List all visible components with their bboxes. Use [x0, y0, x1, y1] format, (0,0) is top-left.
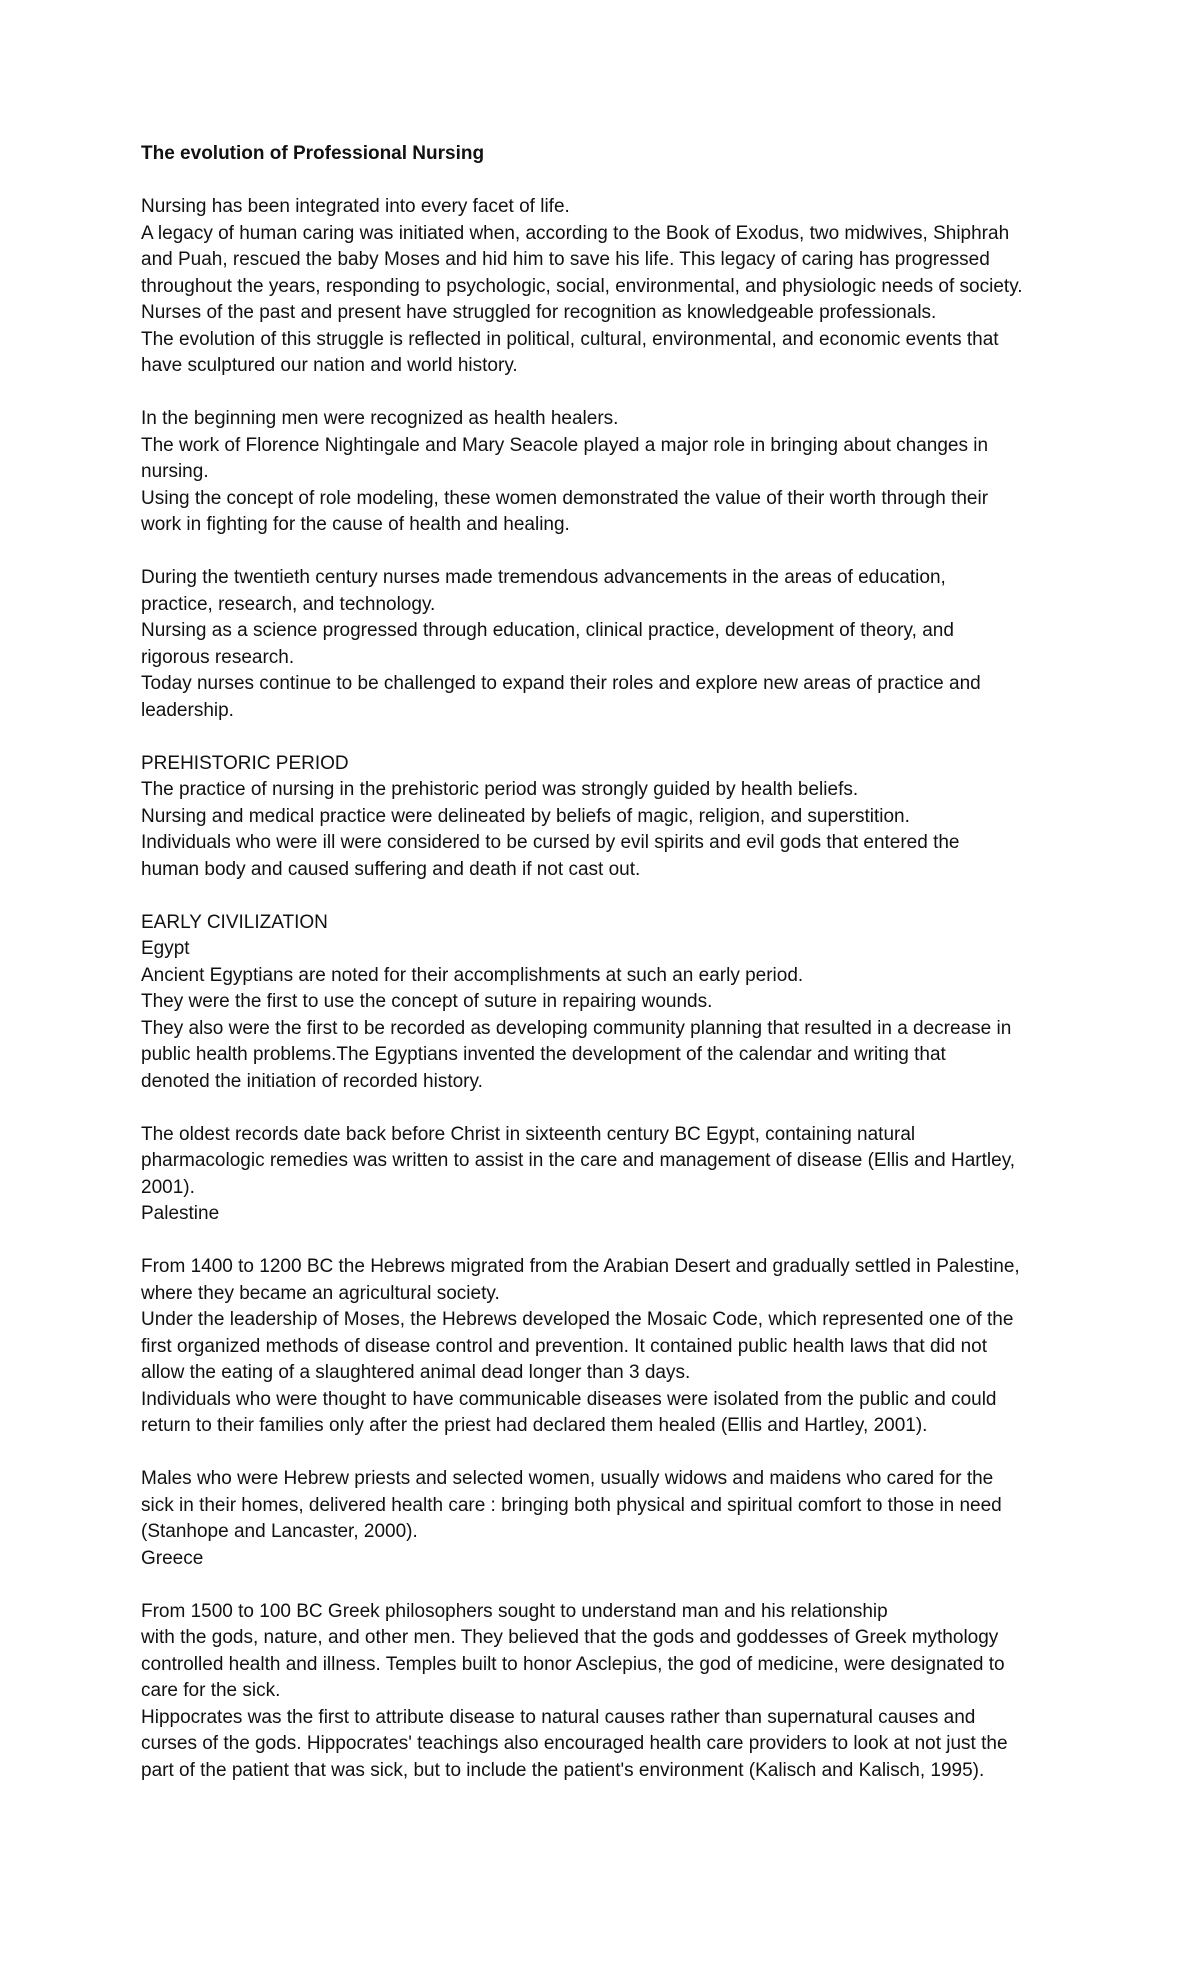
text-line: care for the sick.	[141, 1680, 281, 1701]
paragraph-gap	[141, 724, 1071, 751]
text-block	[141, 751, 1071, 884]
text-line: allow the eating of a slaughtered animal dead longer than 3 days.	[141, 1362, 691, 1383]
text-line: return to their families only after the priest had declared them healed (Ellis and Hartley, 2001).	[141, 1415, 928, 1436]
text-line: have sculptured our nation and world history.	[141, 355, 518, 376]
text-line: (Stanhope and Lancaster, 2000).	[141, 1521, 418, 1542]
text-block	[141, 1599, 1071, 1785]
text-line: PREHISTORIC PERIOD	[141, 752, 349, 774]
text-line: In the beginning men were recognized as health healers.	[141, 408, 619, 429]
text-line: public health problems.The Egyptians invented the development of the calendar and writing that	[141, 1044, 946, 1065]
text-line: During the twentieth century nurses made tremendous advancements in the areas of education,	[141, 567, 946, 588]
text-line: Egypt	[141, 938, 190, 959]
text-line: They were the first to use the concept of suture in repairing wounds.	[141, 991, 713, 1012]
text-line: leadership.	[141, 699, 234, 721]
text-line: Greece	[141, 1547, 204, 1569]
paragraph-gap	[141, 1440, 1071, 1467]
paragraph-gap	[141, 1572, 1071, 1599]
text-line: sick in their homes, delivered health care : bringing both physical and spiritual comfort to those in need	[141, 1494, 1002, 1516]
text-line: and Puah, rescued the baby Moses and hid him to save his life. This legacy of caring has progressed	[141, 249, 990, 270]
text-line: Nursing and medical practice were delineated by beliefs of magic, religion, and superstition.	[141, 805, 910, 827]
text-line: throughout the years, responding to psychologic, social, environmental, and physiologic needs of society.	[141, 275, 1023, 297]
paragraph-gap	[141, 380, 1071, 407]
text-line: nursing.	[141, 461, 209, 482]
text-line: Hippocrates was the first to attribute disease to natural causes rather than supernatural causes and	[141, 1706, 976, 1728]
text-block	[141, 565, 1071, 724]
text-line: From 1500 to 100 BC Greek philosophers sought to understand man and his relationship	[141, 1600, 888, 1622]
text-block	[141, 406, 1071, 539]
text-line: human body and caused suffering and death if not cast out.	[141, 858, 641, 880]
text-line: 2001).	[141, 1176, 195, 1198]
document-title: The evolution of Professional Nursing	[141, 143, 485, 164]
text-line: denoted the initiation of recorded history.	[141, 1070, 483, 1092]
text-line: Nursing has been integrated into every facet of life.	[141, 196, 570, 217]
text-line: Using the concept of role modeling, these women demonstrated the value of their worth through their	[141, 487, 989, 509]
text-line: Nursing as a science progressed through education, clinical practice, development of theory, and	[141, 620, 954, 641]
text-line: controlled health and illness. Temples built to honor Asclepius, the god of medicine, were designated to	[141, 1653, 1005, 1675]
text-line: curses of the gods. Hippocrates' teachings also encouraged health care providers to look at not just the	[141, 1733, 1008, 1754]
text-line: where they became an agricultural society.	[141, 1282, 500, 1304]
paragraph-gap	[141, 1095, 1071, 1122]
text-line: Males who were Hebrew priests and selected women, usually widows and maidens who cared for the	[141, 1468, 994, 1489]
text-line: The work of Florence Nightingale and Mary Seacole played a major role in bringing about changes in	[141, 434, 989, 456]
text-line: practice, research, and technology.	[141, 593, 436, 615]
text-line: with the gods, nature, and other men. They believed that the gods and goddesses of Greek mythology	[141, 1627, 999, 1648]
text-line: Under the leadership of Moses, the Hebrews developed the Mosaic Code, which represented one of the	[141, 1309, 1014, 1330]
text-line: From 1400 to 1200 BC the Hebrews migrated from the Arabian Desert and gradually settled in Palestine,	[141, 1256, 1020, 1277]
paragraph-gap	[141, 883, 1071, 910]
text-line: The practice of nursing in the prehistoric period was strongly guided by health beliefs.	[141, 779, 859, 800]
document-page	[141, 140, 1071, 1784]
paragraph-gap	[141, 1228, 1071, 1255]
document-body	[141, 194, 1071, 1784]
text-line: work in fighting for the cause of health and healing.	[141, 514, 570, 535]
text-block	[141, 910, 1071, 1096]
text-line: Palestine	[141, 1203, 220, 1224]
text-line: first organized methods of disease control and prevention. It contained public health laws that did not	[141, 1335, 988, 1357]
text-block	[141, 194, 1071, 380]
text-line: The evolution of this struggle is reflected in political, cultural, environmental, and economic events that	[141, 328, 999, 350]
text-line: A legacy of human caring was initiated when, according to the Book of Exodus, two midwives, Shiphrah	[141, 222, 1010, 244]
text-block	[141, 1122, 1071, 1228]
text-line: Individuals who were ill were considered to be cursed by evil spirits and evil gods that entered the	[141, 832, 960, 853]
text-line: The oldest records date back before Christ in sixteenth century BC Egypt, containing natural	[141, 1123, 916, 1145]
text-line: pharmacologic remedies was written to assist in the care and management of disease (Ellis and Hartley,	[141, 1150, 1016, 1171]
text-line: Today nurses continue to be challenged to expand their roles and explore new areas of practice and	[141, 673, 981, 694]
text-line: Nurses of the past and present have struggled for recognition as knowledgeable professionals.	[141, 302, 937, 323]
text-block	[141, 1466, 1071, 1572]
text-line: rigorous research.	[141, 646, 295, 668]
text-line: Individuals who were thought to have communicable diseases were isolated from the public and could	[141, 1388, 997, 1410]
text-line: EARLY CIVILIZATION	[141, 911, 328, 933]
text-line: part of the patient that was sick, but to include the patient's environment (Kalisch and Kalisch, 1995).	[141, 1759, 985, 1781]
paragraph-gap	[141, 539, 1071, 566]
text-block	[141, 1254, 1071, 1440]
text-line: Ancient Egyptians are noted for their accomplishments at such an early period.	[141, 964, 804, 986]
text-line: They also were the first to be recorded as developing community planning that resulted in a decrease in	[141, 1017, 1012, 1039]
